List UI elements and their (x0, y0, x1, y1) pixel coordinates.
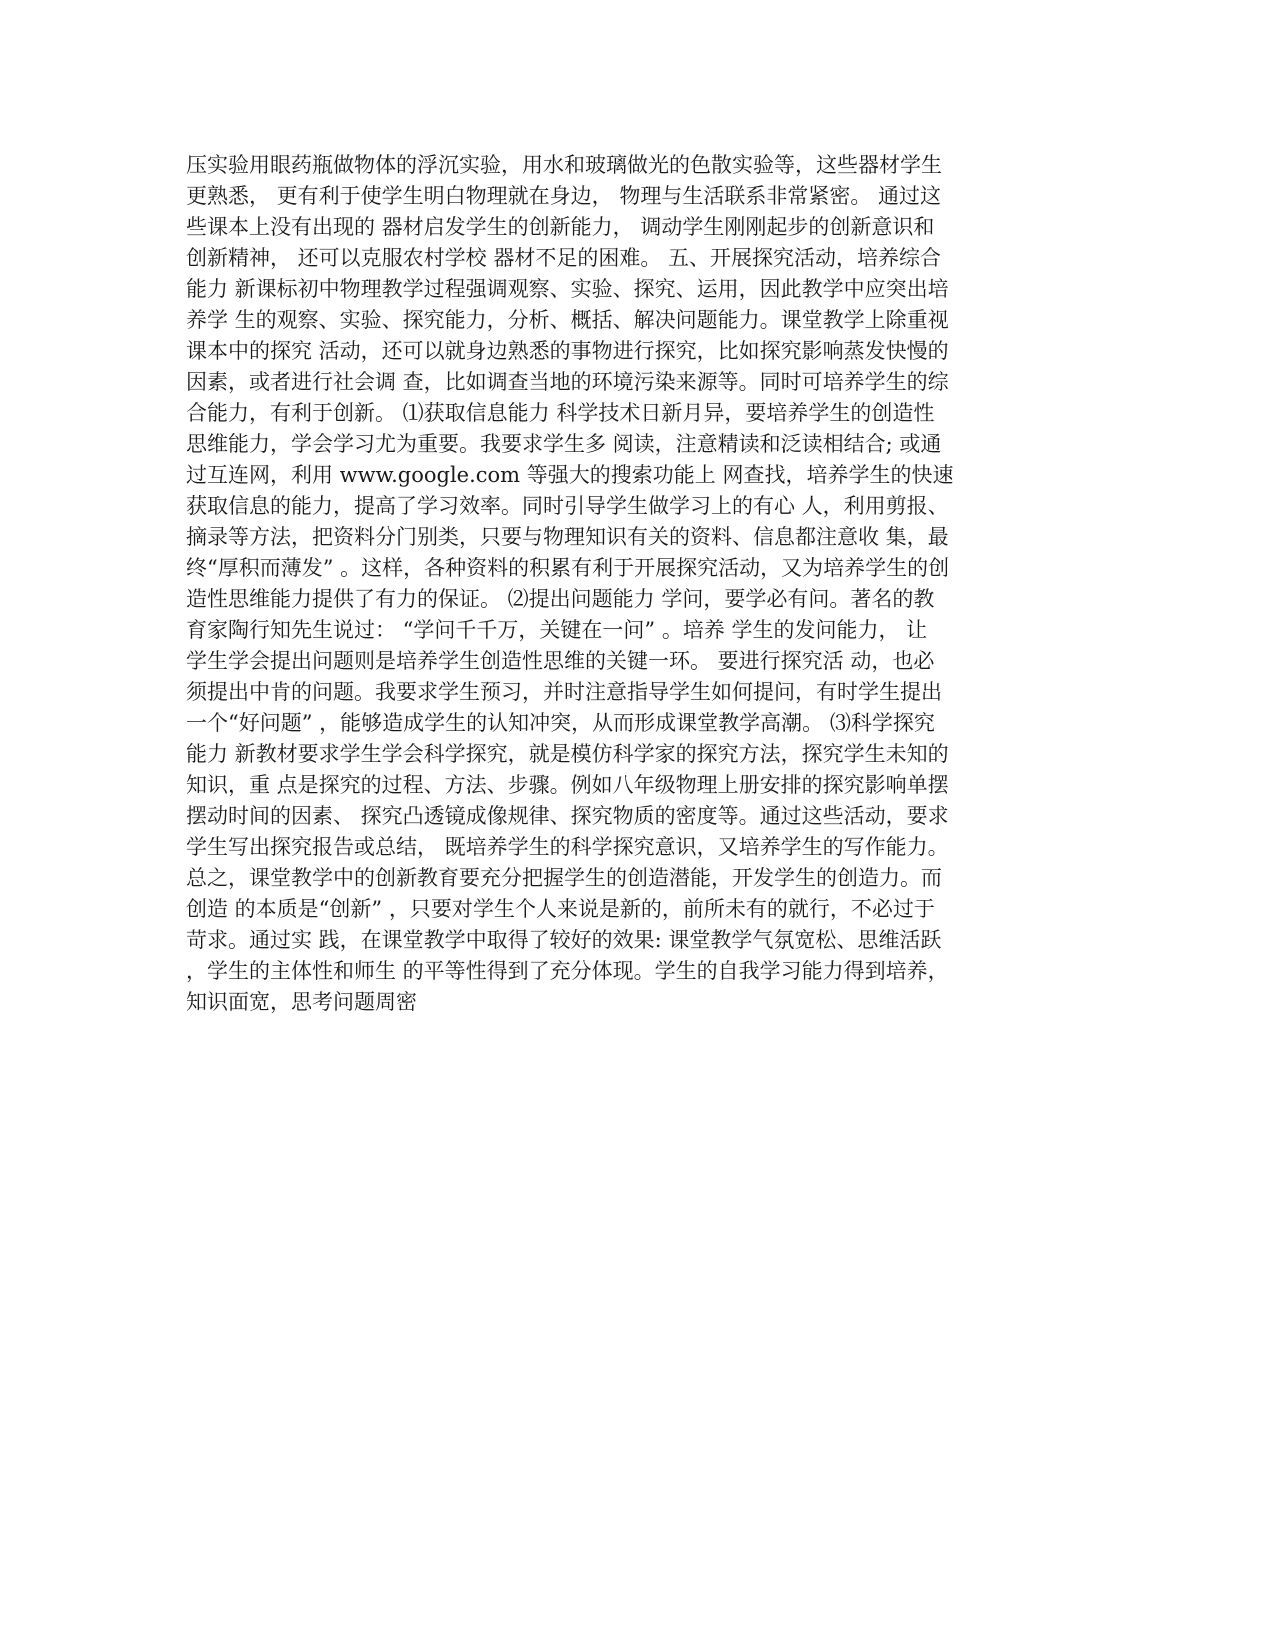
body-text (186, 150, 1086, 1018)
text-line: 须提出中肯的问题。我要求学生预习，并时注意指导学生如何提问，有时学生提出 (186, 680, 942, 704)
text-line: 知识，重 点是探究的过程、方法、步骤。例如八年级物理上册安排的探究影响单摆 (186, 773, 949, 797)
text-line: 知识面宽，思考问题周密 (186, 990, 417, 1014)
text-line: 终“厚积而薄发” 。这样，各种资料的积累有利于开展探究活动，又为培养学生的创 (186, 556, 950, 580)
text-line: 苛求。通过实 践，在课堂教学中取得了较好的效果: 课堂教学气氛宽松、思维活跃 (186, 928, 942, 952)
text-line: 养学 生的观察、实验、探究能力，分析、概括、解决问题能力。课堂教学上除重视 (186, 308, 949, 332)
text-line: 过互连网，利用 www.google.com 等强大的搜索功能上 网查找，培养学生的快速 (186, 463, 954, 487)
text-line: 学生写出探究报告或总结， 既培养学生的科学探究意识，又培养学生的写作能力。 (186, 835, 949, 859)
text-line: 些课本上没有出现的 器材启发学生的创新能力， 调动学生刚刚起步的创新意识和 (186, 215, 935, 239)
text-line: 造性思维能力提供了有力的保证。 ⑵提出问题能力 学问，要学必有问。著名的教 (186, 587, 935, 611)
text-line: 一个“好问题” ，能够造成学生的认知冲突，从而形成课堂教学高潮。 ⑶科学探究 (186, 711, 935, 735)
text-line: 更熟悉， 更有利于使学生明白物理就在身边， 物理与生活联系非常紧密。 通过这 (186, 184, 942, 208)
text-line: 获取信息的能力，提高了学习效率。同时引导学生做学习上的有心 人，利用剪报、 (186, 494, 949, 518)
text-line: 思维能力，学会学习尤为重要。我要求学生多 阅读，注意精读和泛读相结合; 或通 (186, 432, 942, 456)
text-line: 能力 新课标初中物理教学过程强调观察、实验、探究、运用，因此教学中应突出培 (186, 277, 949, 301)
text-line: 摘录等方法，把资料分门别类，只要与物理知识有关的资料、信息都注意收 集，最 (186, 525, 949, 549)
text-line: 能力 新教材要求学生学会科学探究，就是模仿科学家的探究方法，探究学生未知的 (186, 742, 949, 766)
text-line: ，学生的主体性和师生 的平等性得到了充分体现。学生的自我学习能力得到培养， (186, 959, 949, 983)
text-line: 总之，课堂教学中的创新教育要充分把握学生的创造潜能，开发学生的创造力。而 (186, 866, 942, 890)
text-line: 压实验用眼药瓶做物体的浮沉实验，用水和玻璃做光的色散实验等，这些器材学生 (186, 153, 942, 177)
text-line: 摆动时间的因素、 探究凸透镜成像规律、探究物质的密度等。通过这些活动，要求 (186, 804, 949, 828)
text-line: 育家陶行知先生说过： “学问千千万，关键在一问” 。培养 学生的发问能力， 让 (186, 618, 928, 642)
text-line: 创新精神， 还可以克服农村学校 器材不足的困难。 五、开展探究活动，培养综合 (186, 246, 942, 270)
text-line: 创造 的本质是“创新” ，只要对学生个人来说是新的，前所未有的就行，不必过于 (186, 897, 935, 921)
text-line: 课本中的探究 活动，还可以就身边熟悉的事物进行探究，比如探究影响蒸发快慢的 (186, 339, 949, 363)
text-line: 学生学会提出问题则是培养学生创造性思维的关键一环。 要进行探究活 动，也必 (186, 649, 935, 673)
text-line: 因素，或者进行社会调 查，比如调查当地的环境污染来源等。同时可培养学生的综 (186, 370, 949, 394)
text-line: 合能力，有利于创新。 ⑴获取信息能力 科学技术日新月异，要培养学生的创造性 (186, 401, 935, 425)
